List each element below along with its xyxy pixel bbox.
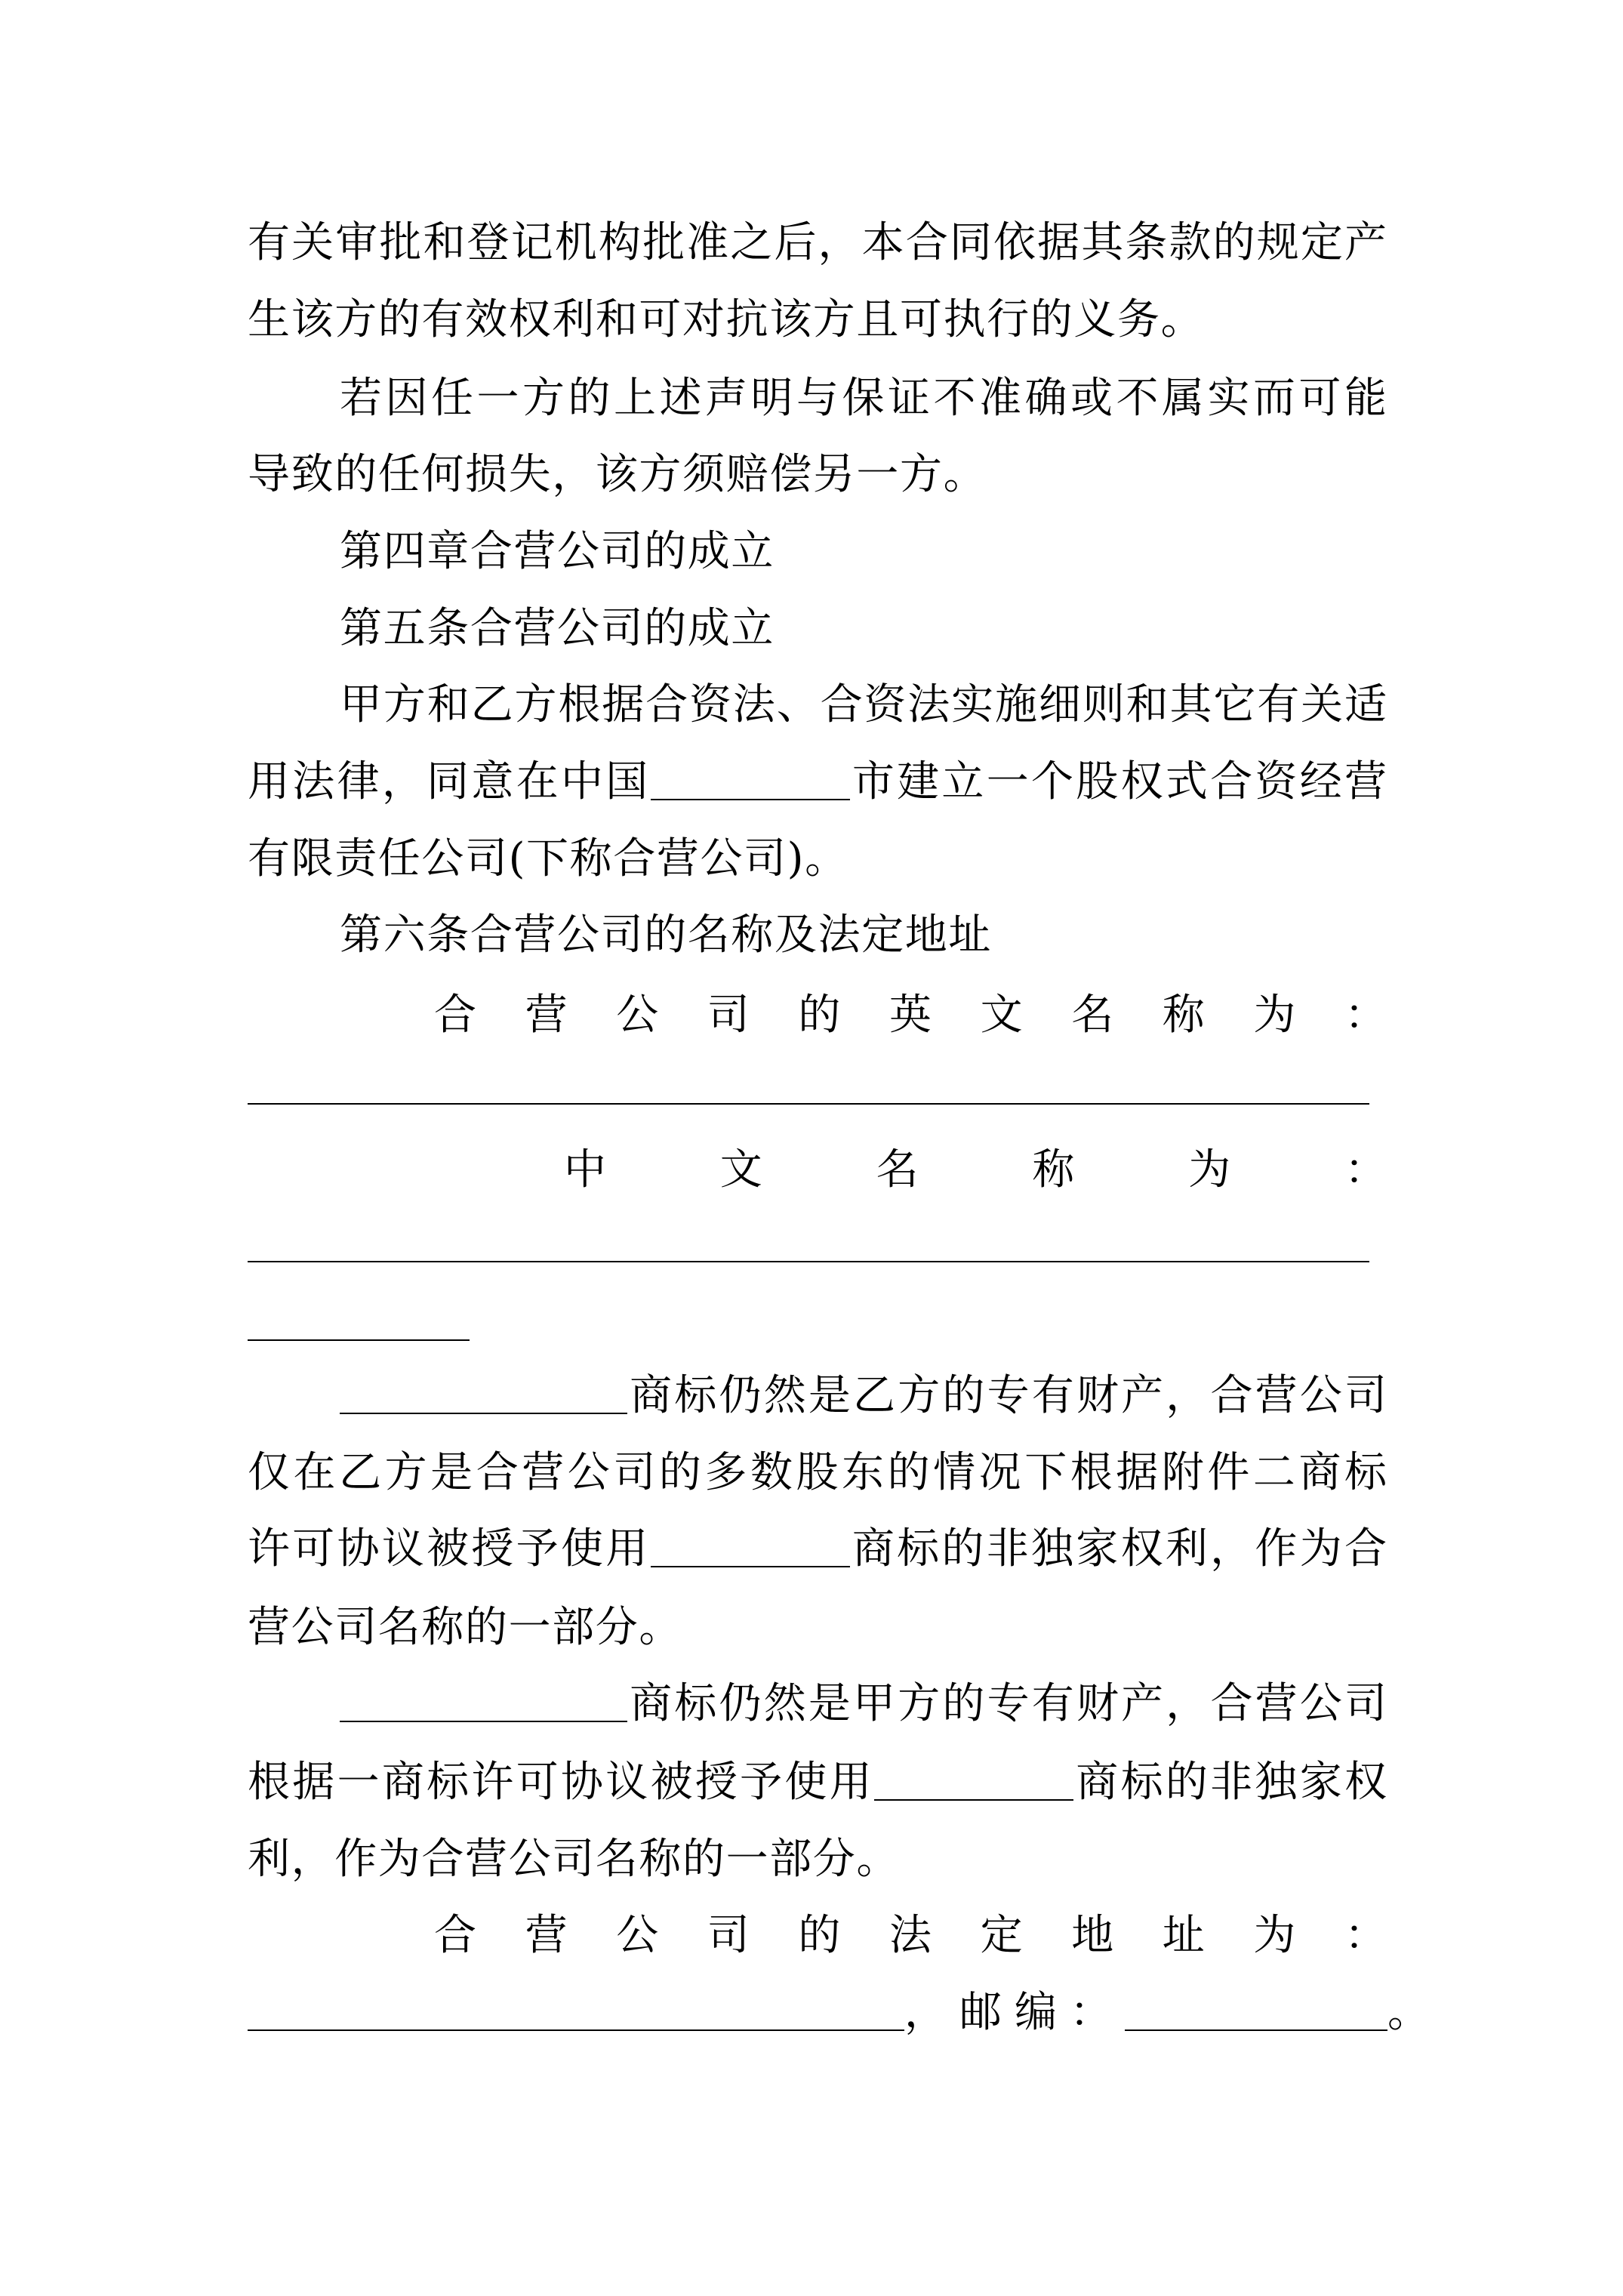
party-a-trademark-line-2-before-blank: 根据一商标许可协议被授予使用 xyxy=(248,1758,874,1807)
article-5-line-2-after-blank: 市建立一个股权式合资经营 xyxy=(849,757,1387,806)
party-b-trademark-line-3-before-blank: 许可协议被授予使用 xyxy=(248,1524,651,1573)
article-5-heading: 第五条合营公司的成立 xyxy=(340,604,775,653)
city-blank-line xyxy=(651,799,850,800)
postcode-blank-line xyxy=(1125,2029,1387,2031)
warranty-clause-line-1: 有关审批和登记机构批准之后，本合同依据其条款的规定产 xyxy=(248,218,1387,267)
party-a-licensed-mark-blank-line xyxy=(874,1799,1073,1801)
party-a-trademark-line-1 xyxy=(340,1666,1387,1742)
party-a-trademark-line-2 xyxy=(248,1745,1387,1820)
party-b-licensed-mark-blank-line xyxy=(651,1566,850,1567)
article-6-heading: 第六条合营公司的名称及法定地址 xyxy=(340,911,992,960)
party-a-trademark-line-3: 利，作为合营公司名称的一部分。 xyxy=(248,1835,900,1884)
article-5-line-2 xyxy=(248,744,1387,820)
article-5-line-1: 甲方和乙方根据合资法、合资法实施细则和其它有关适 xyxy=(340,680,1387,729)
closing-period: 。 xyxy=(1387,1988,1430,2037)
english-name-blank-line xyxy=(248,1103,1369,1105)
article-5-line-3: 有限责任公司(下称合营公司)。 xyxy=(248,834,848,883)
postcode-label: ，邮编： xyxy=(904,1988,1125,2037)
party-b-trademark-line-1-text: 商标仍然是乙方的专有财产，合营公司 xyxy=(627,1371,1387,1420)
party-b-trademark-line-4: 营公司名称的一部分。 xyxy=(248,1603,682,1652)
legal-address-label: 合营公司的法定地址为： xyxy=(434,1911,1387,1960)
party-b-trademark-line-2: 仅在乙方是合营公司的多数股东的情况下根据附件二商标 xyxy=(248,1448,1387,1497)
chinese-name-blank-line xyxy=(248,1261,1369,1262)
party-b-trademark-line-3-after-blank: 商标的非独家权利，作为合 xyxy=(849,1524,1387,1573)
warranty-clause-line-2: 生该方的有效权利和可对抗该方且可执行的义务。 xyxy=(248,295,1205,344)
article-5-line-2-before-blank: 用法律，同意在中国 xyxy=(248,757,651,806)
party-b-trademark-line-3 xyxy=(248,1512,1387,1587)
chinese-name-blank-line-continued xyxy=(248,1339,470,1341)
indemnity-clause-line-2: 导致的任何损失，该方须赔偿另一方。 xyxy=(248,450,987,499)
english-name-label: 合营公司的英文名称为： xyxy=(434,991,1387,1040)
chapter-4-heading: 第四章合营公司的成立 xyxy=(340,527,775,576)
indemnity-clause-line-1: 若因任一方的上述声明与保证不准确或不属实而可能 xyxy=(340,374,1387,423)
party-a-trademark-line-2-after-blank: 商标的非独家权 xyxy=(1073,1758,1387,1807)
legal-address-blank-line xyxy=(248,2029,904,2031)
legal-address-line xyxy=(248,1975,1430,2051)
party-a-trademark-blank-line xyxy=(340,1721,627,1722)
party-b-trademark-line-1 xyxy=(340,1358,1387,1434)
chinese-name-label: 中文名称为： xyxy=(564,1145,1387,1194)
party-a-trademark-line-1-text: 商标仍然是甲方的专有财产，合营公司 xyxy=(627,1679,1387,1728)
party-b-trademark-blank-line xyxy=(340,1413,627,1414)
